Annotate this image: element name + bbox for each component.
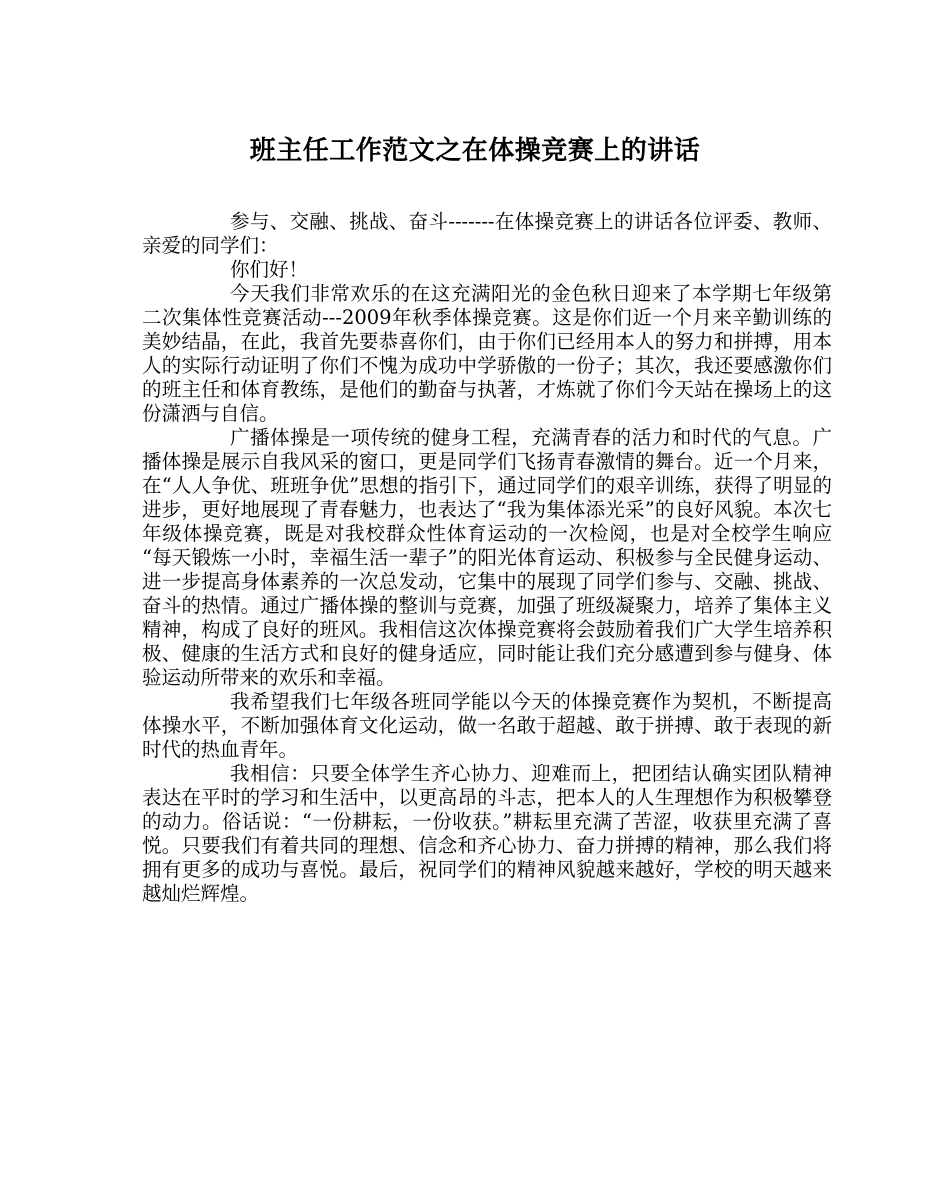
paragraph-opening: 参与、交融、挑战、奋斗-------在体操竞赛上的讲话各位评委、教师、亲爱的同学们： xyxy=(142,210,832,257)
document-title: 班主任工作范文之在体操竞赛上的讲话 xyxy=(249,136,701,166)
paragraph-hope: 我希望我们七年级各班同学能以今天的体操竞赛作为契机，不断提高体操水平，不断加强体育文化运动，做一名敢于超越、敢于拼搏、敢于表现的新时代的热血青年。 xyxy=(142,690,832,761)
paragraph-exercise: 广播体操是一项传统的健身工程，充满青春的活力和时代的气息。广播体操是展示自我风采的窗口，更是同学们飞扬青春激情的舞台。近一个月来，在“人人争优、班班争优”思想的指引下，通过同学们的艰辛训练，获得了明显的进步，更好地展现了青春魅力，也表达了“我为集体添光采”的良好风貌。本次七年级体操竞赛，既是对我校群众性体育运动的一次检阅，也是对全校学生响应 “每天锻炼一小时，幸福生活一辈子”的阳光体育运动、积极参与全民健身运动、进一步提高身体素养的一次总发动，它集中的展现了同学们参与、交融、挑战、奋斗的热情。通过广播体操的整训与竞赛，加强了班级凝聚力，培养了集体主义精神，构成了良好的班风。我相信这次体操竞赛将会鼓励着我们广大学生培养积极、健康的生活方式和良好的健身适应，同时能让我们充分感遭到参与健身、体验运动所带来的欢乐和幸福。 xyxy=(142,426,832,689)
paragraph-greeting: 你们好！ xyxy=(230,258,309,281)
paragraph-intro: 今天我们非常欢乐的在这充满阳光的金色秋日迎来了本学期七年级第二次集体性竞赛活动---2009年秋季体操竞赛。这是你们近一个月来辛勤训练的美妙结晶，在此，我首先要恭喜你们，由于你们已经用本人的努力和拼搏，用本人的实际行动证明了你们不愧为成功中学骄傲的一份子；其次，我还要感激你们的班主任和体育教练，是他们的勤奋与执著，才炼就了你们今天站在操场上的这份潇洒与自信。 xyxy=(142,282,832,425)
paragraph-closing: 我相信：只要全体学生齐心协力、迎难而上，把团结认确实团队精神表达在平时的学习和生活中，以更高昂的斗志，把本人的人生理想作为积极攀登的动力。俗话说：“一份耕耘，一份收获。”耕耘里充满了苦涩，收获里充满了喜悦。只要我们有着共同的理想、信念和齐心协力、奋力拼搏的精神，那么我们将拥有更多的成功与喜悦。最后，祝同学们的精神风貌越来越好，学校的明天越来越灿烂辉煌。 xyxy=(142,762,832,905)
document-body xyxy=(142,210,832,906)
